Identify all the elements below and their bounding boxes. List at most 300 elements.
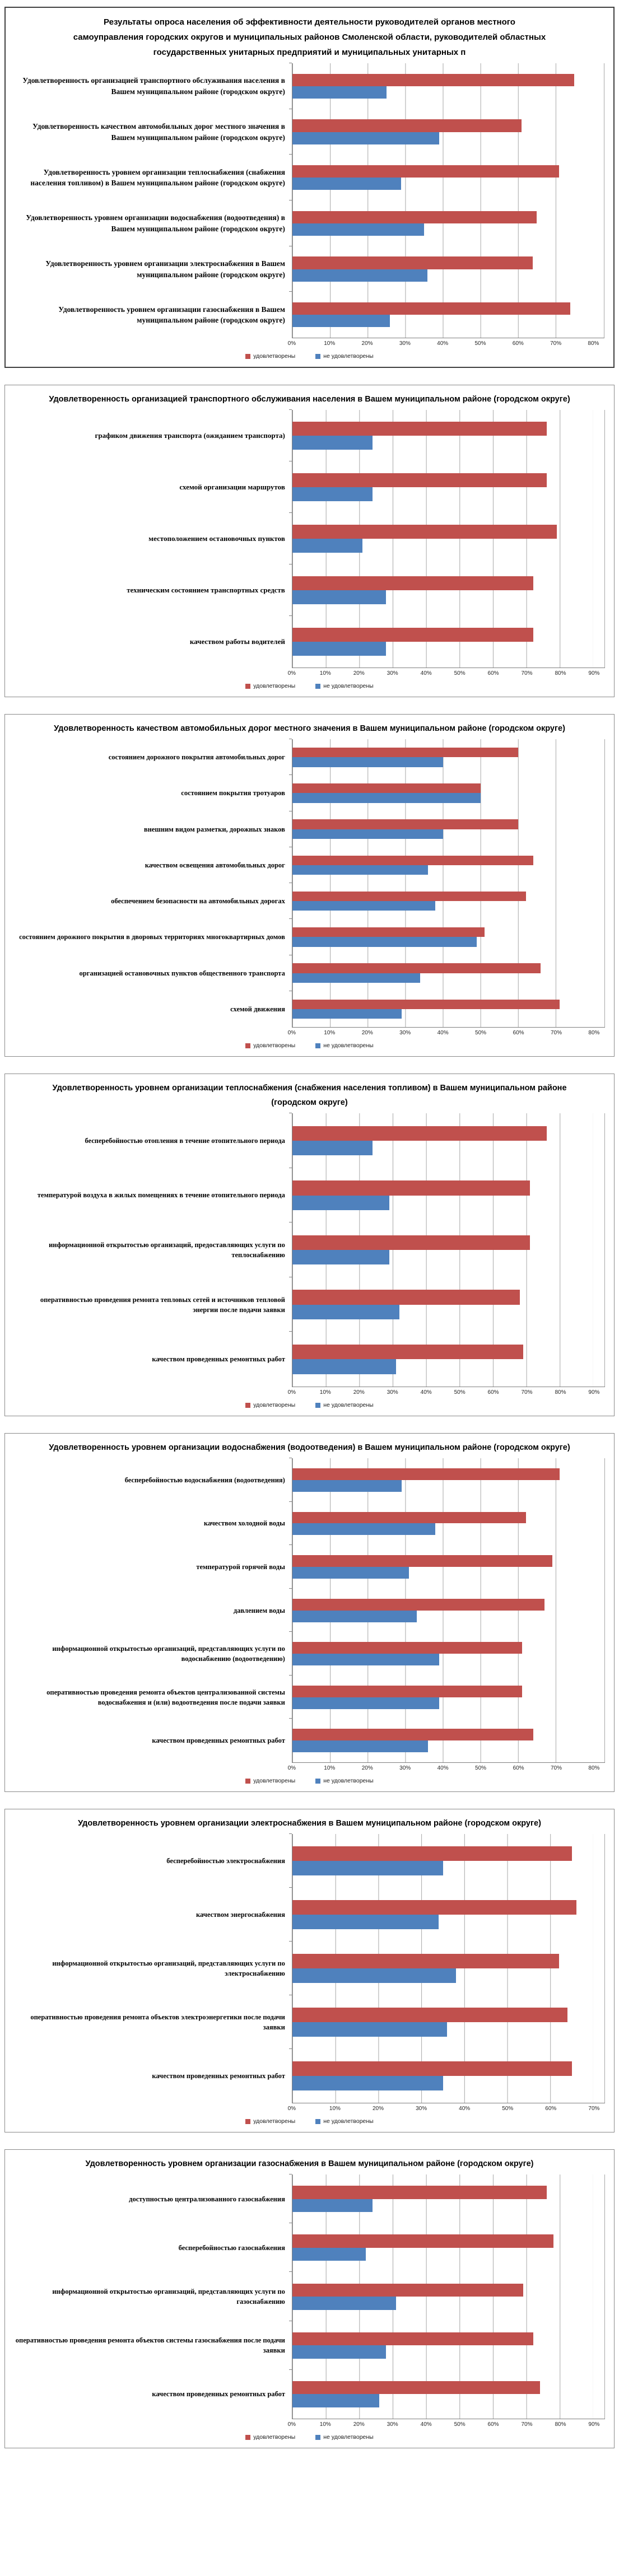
category-label: давлением воды — [233, 1606, 285, 1614]
axis-spacer — [15, 338, 292, 349]
x-axis-tick: 70% — [550, 1030, 562, 1036]
bar-satisfied — [292, 2186, 547, 2199]
axis-line — [287, 338, 604, 349]
bar-dissatisfied — [292, 1250, 389, 1264]
category-label: Удовлетворенность организацией транспортного обслуживания населения в Вашем муниципальном районе (городском округе) — [22, 76, 285, 96]
bar-satisfied — [292, 1290, 520, 1304]
legend-item-dissatisfied — [315, 2434, 374, 2440]
category-label: информационной открытостью организаций, представляющих услуги по водоснабжению (водоотведению) — [52, 1645, 285, 1663]
bar-dissatisfied — [292, 973, 420, 983]
legend-item-dissatisfied — [315, 353, 374, 360]
plot-area — [15, 63, 604, 338]
plot-cell — [292, 1277, 605, 1332]
bar-dissatisfied — [292, 132, 439, 144]
category-row — [15, 109, 604, 155]
plot-cell — [292, 1676, 605, 1719]
category-row — [14, 1942, 605, 1995]
legend — [14, 679, 605, 693]
plot-cell — [292, 2049, 605, 2103]
category-label: качеством проведенных ремонтных работ — [152, 1355, 285, 1364]
x-axis-tick: 30% — [399, 340, 411, 347]
bar-dissatisfied — [292, 2076, 443, 2090]
axis-spacer — [14, 1027, 292, 1038]
x-axis-tick: 50% — [454, 2421, 466, 2428]
bar-dissatisfied — [292, 2022, 448, 2037]
bar-dissatisfied — [292, 642, 386, 656]
legend-label: не удовлетворены — [323, 1042, 374, 1049]
plot-cell — [292, 1222, 605, 1277]
x-axis-tick: 20% — [372, 2106, 384, 2112]
x-axis-tick: 80% — [555, 670, 566, 676]
axis-spacer — [14, 2419, 292, 2430]
plot-cell — [292, 1589, 605, 1632]
category-row — [14, 1277, 605, 1332]
bar-dissatisfied — [292, 1480, 402, 1492]
category-row — [14, 1888, 605, 1942]
plot-area — [14, 1834, 605, 2103]
x-axis-tick: 0% — [287, 1030, 296, 1036]
x-axis-tick: 80% — [588, 1765, 600, 1771]
satisfied-swatch-icon — [245, 1779, 250, 1784]
legend-label: не удовлетворены — [323, 1777, 374, 1784]
x-axis-tick: 40% — [437, 1030, 449, 1036]
category-label: качеством энергоснабжения — [196, 1911, 285, 1919]
x-axis-tick: 80% — [555, 1389, 566, 1396]
legend-item-satisfied — [245, 2434, 295, 2440]
category-label: бесперебойностью электроснабжения — [166, 1857, 285, 1865]
category-row — [14, 919, 605, 955]
x-axis-tick: 50% — [502, 2106, 514, 2112]
legend-label: удовлетворены — [253, 1402, 296, 1408]
bar-satisfied — [292, 1846, 572, 1861]
x-axis — [14, 2419, 605, 2430]
category-label: состоянием дорожного покрытия в дворовых территориях многоквартирных домов — [19, 933, 285, 941]
x-axis-tick: 40% — [420, 670, 432, 676]
bar-satisfied — [292, 525, 557, 539]
category-label: информационной открытостью организаций, представляющих услуги по электроснабжению — [52, 1959, 285, 1978]
plot-cell — [292, 2223, 605, 2272]
category-row — [14, 2321, 605, 2370]
x-axis-tick: 10% — [324, 1030, 336, 1036]
dissatisfied-swatch-icon — [315, 2435, 320, 2440]
chart-title: Удовлетворенность уровнем организации газоснабжения в Вашем муниципальном районе (городском округе) — [85, 2159, 534, 2168]
category-row — [15, 200, 604, 246]
x-axis-tick: 50% — [474, 340, 486, 347]
axis-line — [287, 1027, 605, 1038]
axis-line — [287, 1387, 605, 1398]
category-label: температурой горячей воды — [196, 1562, 285, 1571]
category-label: температурой воздуха в жилых помещениях в течение отопительного периода — [37, 1191, 285, 1200]
axis-spacer — [14, 1387, 292, 1398]
legend-item-dissatisfied — [315, 2118, 374, 2125]
axis-line — [287, 668, 605, 679]
category-label: состоянием дорожного покрытия автомобильных дорог — [108, 753, 285, 762]
x-axis-tick: 90% — [588, 670, 600, 676]
category-row — [14, 2272, 605, 2321]
x-axis-tick: 40% — [420, 2421, 432, 2428]
bar-satisfied — [292, 473, 547, 487]
bar-satisfied — [292, 927, 485, 937]
bar-dissatisfied — [292, 1697, 439, 1709]
plot-cell — [292, 461, 605, 513]
x-axis-tick: 60% — [513, 1765, 524, 1771]
legend-item-dissatisfied — [315, 1402, 374, 1408]
category-label: бесперебойностью водоснабжения (водоотведения) — [124, 1476, 285, 1484]
x-axis-tick: 50% — [454, 1389, 466, 1396]
x-axis-tick: 0% — [287, 2421, 296, 2428]
x-axis-tick: 70% — [550, 1765, 562, 1771]
x-axis-tick: 50% — [475, 1765, 487, 1771]
dissatisfied-swatch-icon — [315, 354, 320, 359]
category-row — [14, 739, 605, 775]
x-axis — [14, 1762, 605, 1774]
bar-dissatisfied — [292, 1196, 389, 1210]
axis-spacer — [14, 1762, 292, 1774]
bar-dissatisfied — [292, 86, 387, 99]
bar-satisfied — [292, 892, 526, 901]
category-row — [14, 1545, 605, 1589]
satisfied-swatch-icon — [245, 1043, 250, 1048]
plot-cell — [292, 883, 605, 919]
x-axis-tick: 20% — [353, 2421, 365, 2428]
legend — [14, 1774, 605, 1788]
category-row — [14, 1676, 605, 1719]
bar-satisfied — [292, 1180, 530, 1195]
category-label: бесперебойностью газоснабжения — [178, 2243, 285, 2252]
x-axis-tick: 30% — [416, 2106, 427, 2112]
plot-cell — [292, 1995, 605, 2049]
x-axis-tick: 30% — [399, 1765, 411, 1771]
category-row — [14, 883, 605, 919]
category-label: оперативностью проведения ремонта объектов централизованной системы водоснабжения и (или) водоотведения после подачи заявки — [46, 1688, 285, 1706]
x-axis-tick: 0% — [287, 340, 296, 347]
category-label: информационной открытостью организаций, предоставляющих услуги по теплоснабжению — [49, 1240, 285, 1259]
bar-dissatisfied — [292, 315, 390, 327]
category-label: качеством проведенных ремонтных работ — [152, 2390, 285, 2398]
x-axis-tick: 10% — [329, 2106, 341, 2112]
x-axis-tick: 60% — [487, 2421, 499, 2428]
x-axis-tick: 30% — [399, 1030, 411, 1036]
category-row — [14, 2223, 605, 2272]
bar-dissatisfied — [292, 1141, 373, 1155]
x-axis-tick: 90% — [588, 2421, 600, 2428]
category-label: качеством освещения автомобильных дорог — [145, 861, 285, 869]
x-axis-tick: 70% — [550, 340, 562, 347]
plot-cell — [292, 1719, 605, 1762]
bar-satisfied — [292, 1954, 559, 1968]
bar-dissatisfied — [292, 1305, 399, 1319]
bar-dissatisfied — [292, 1968, 456, 1983]
bar-satisfied — [292, 1235, 530, 1250]
category-row — [14, 461, 605, 513]
x-axis-tick: 10% — [319, 670, 331, 676]
x-axis-tick: 80% — [555, 2421, 566, 2428]
bar-dissatisfied — [292, 1009, 402, 1019]
dissatisfied-swatch-icon — [315, 1779, 320, 1784]
category-row — [14, 1834, 605, 1888]
legend-item-satisfied — [245, 353, 295, 360]
satisfied-swatch-icon — [245, 684, 250, 689]
axis-line — [287, 2419, 605, 2430]
category-row — [14, 2370, 605, 2419]
x-axis-tick: 60% — [512, 340, 524, 347]
legend-label: удовлетворены — [253, 1042, 296, 1049]
x-axis-tick: 20% — [361, 1765, 373, 1771]
plot-cell — [292, 155, 604, 200]
plot-cell — [292, 616, 605, 668]
plot-cell — [292, 919, 605, 955]
bar-satisfied — [292, 2061, 572, 2076]
bar-satisfied — [292, 1468, 560, 1480]
x-axis-tick: 20% — [353, 1389, 365, 1396]
category-row — [14, 513, 605, 564]
plot-cell — [292, 292, 604, 338]
category-row — [14, 1719, 605, 1762]
category-row — [14, 1458, 605, 1502]
category-label: качеством работы водителей — [189, 637, 285, 646]
x-axis — [14, 668, 605, 679]
bar-satisfied — [292, 628, 533, 642]
chart-title: Удовлетворенность уровнем организации электроснабжения в Вашем муниципальном районе (городском округе) — [78, 1819, 541, 1828]
category-label: качеством проведенных ремонтных работ — [152, 1737, 285, 1745]
x-axis-tick: 0% — [287, 670, 296, 676]
x-axis-tick: 90% — [588, 1389, 600, 1396]
x-axis-tick: 10% — [319, 2421, 331, 2428]
category-label: Удовлетворенность качеством автомобильных дорог местного значения в Вашем муниципальном районе (городском округе) — [32, 122, 285, 142]
bar-satisfied — [292, 1000, 560, 1009]
category-row — [14, 1995, 605, 2049]
x-axis — [14, 1387, 605, 1398]
plot-cell — [292, 1888, 605, 1942]
category-label: обеспечением безопасности на автомобильных дорогах — [111, 897, 285, 906]
bar-dissatisfied — [292, 539, 362, 553]
category-label: схемой движения — [230, 1005, 285, 1013]
x-axis-tick: 20% — [361, 340, 373, 347]
plot-cell — [292, 1458, 605, 1502]
bar-dissatisfied — [292, 178, 402, 190]
category-row — [15, 246, 604, 292]
legend-label: не удовлетворены — [323, 1402, 374, 1408]
bar-satisfied — [292, 576, 533, 590]
category-row — [15, 63, 604, 109]
bar-dissatisfied — [292, 1359, 396, 1374]
category-row — [14, 1632, 605, 1676]
plot-cell — [292, 955, 605, 991]
x-axis-tick: 30% — [387, 1389, 398, 1396]
bar-satisfied — [292, 119, 522, 132]
legend-label: не удовлетворены — [323, 353, 374, 360]
bar-satisfied — [292, 819, 518, 829]
x-axis-tick: 70% — [521, 2421, 533, 2428]
legend-item-satisfied — [245, 2118, 295, 2125]
plot-cell — [292, 847, 605, 883]
legend-label: удовлетворены — [253, 1777, 296, 1784]
plot-cell — [292, 1168, 605, 1223]
x-axis-tick: 60% — [487, 1389, 499, 1396]
category-label: Удовлетворенность уровнем организации электроснабжения в Вашем муниципальном районе (городском округе) — [45, 259, 285, 279]
chart-panel-summary — [4, 7, 615, 368]
chart-title: Удовлетворенность качеством автомобильных дорог местного значения в Вашем муниципальном районе (городском округе) — [54, 724, 565, 733]
bar-dissatisfied — [292, 1611, 417, 1622]
x-axis — [15, 338, 604, 349]
category-row — [14, 1168, 605, 1223]
x-axis-tick: 70% — [521, 670, 533, 676]
bar-satisfied — [292, 1126, 547, 1141]
bar-satisfied — [292, 256, 533, 269]
category-label: техническим состоянием транспортных средств — [127, 585, 285, 594]
bar-satisfied — [292, 1512, 526, 1524]
chart-title: Удовлетворенность уровнем организации теплоснабжения (снабжения населения топливом) в Вашем муниципальном районе (городском округе) — [52, 1084, 567, 1108]
bar-dissatisfied — [292, 757, 443, 767]
chart-panel-gas — [4, 2149, 615, 2448]
legend-item-dissatisfied — [315, 1777, 374, 1784]
x-axis-tick: 40% — [437, 1765, 449, 1771]
bar-dissatisfied — [292, 2345, 386, 2359]
chart-title: Удовлетворенность уровнем организации водоснабжения (водоотведения) в Вашем муниципальном районе (городском округе) — [49, 1443, 570, 1452]
bar-satisfied — [292, 2284, 523, 2297]
chart-panel-electricity — [4, 1809, 615, 2132]
x-axis-tick: 40% — [459, 2106, 471, 2112]
bar-satisfied — [292, 1345, 523, 1359]
x-axis-tick: 40% — [420, 1389, 432, 1396]
category-label: оперативностью проведения ремонта объектов системы газоснабжения после подачи заявки — [15, 2336, 285, 2355]
legend-label: не удовлетворены — [323, 2118, 374, 2125]
legend-item-satisfied — [245, 1777, 295, 1784]
legend — [14, 2430, 605, 2444]
plot-cell — [292, 811, 605, 847]
bar-satisfied — [292, 74, 574, 86]
category-label: схемой организации маршрутов — [179, 482, 285, 491]
legend — [14, 2114, 605, 2129]
x-axis-tick: 40% — [437, 340, 449, 347]
dissatisfied-swatch-icon — [315, 2119, 320, 2124]
plot-cell — [292, 2272, 605, 2321]
plot-cell — [292, 246, 604, 292]
x-axis-tick: 80% — [588, 340, 599, 347]
axis-line — [287, 2103, 605, 2114]
legend — [14, 1038, 605, 1053]
bar-dissatisfied — [292, 865, 428, 875]
bar-satisfied — [292, 963, 541, 973]
chart-panel-roads — [4, 714, 615, 1057]
category-row — [14, 564, 605, 616]
plot-cell — [292, 1113, 605, 1168]
plot-cell — [292, 410, 605, 461]
legend — [15, 349, 604, 363]
bar-dissatisfied — [292, 1654, 439, 1665]
x-axis-tick: 0% — [287, 1389, 296, 1396]
legend-label: не удовлетворены — [323, 683, 374, 689]
chart-panel-transport — [4, 385, 615, 697]
plot-cell — [292, 564, 605, 616]
category-row — [14, 847, 605, 883]
bar-satisfied — [292, 783, 481, 793]
bar-dissatisfied — [292, 829, 443, 839]
chart-title: Удовлетворенность организацией транспортного обслуживания населения в Вашем муниципальном районе (городском округе) — [49, 395, 570, 404]
category-label: оперативностью проведения ремонта объектов электроэнергетики после подачи заявки — [30, 2013, 285, 2032]
x-axis-tick: 70% — [521, 1389, 533, 1396]
category-label: бесперебойностью отопления в течение отопительного периода — [85, 1136, 285, 1145]
x-axis-tick: 60% — [545, 2106, 557, 2112]
x-axis-tick: 50% — [454, 670, 466, 676]
category-label: графиком движения транспорта (ожиданием транспорта) — [95, 431, 285, 440]
category-row — [14, 1332, 605, 1387]
satisfied-swatch-icon — [245, 1403, 250, 1408]
bar-dissatisfied — [292, 1915, 439, 1929]
satisfied-swatch-icon — [245, 354, 250, 359]
dissatisfied-swatch-icon — [315, 1403, 320, 1408]
legend-label: удовлетворены — [253, 683, 296, 689]
category-label: Удовлетворенность уровнем организации водоснабжения (водоотведения) в Вашем муниципальном районе (городском округе) — [26, 213, 285, 233]
plot-cell — [292, 2370, 605, 2419]
category-label: состоянием покрытия тротуаров — [181, 789, 285, 797]
plot-cell — [292, 200, 604, 246]
bar-dissatisfied — [292, 2394, 379, 2407]
category-label: качеством проведенных ремонтных работ — [152, 2071, 285, 2080]
axis-spacer — [14, 2103, 292, 2114]
legend-item-dissatisfied — [315, 683, 374, 689]
bar-dissatisfied — [292, 2199, 373, 2213]
bar-satisfied — [292, 1900, 576, 1915]
plot-cell — [292, 109, 604, 155]
x-axis-tick: 0% — [287, 1765, 296, 1771]
plot-cell — [292, 2321, 605, 2370]
bar-satisfied — [292, 211, 537, 223]
x-axis-tick: 10% — [319, 1389, 331, 1396]
category-row — [14, 955, 605, 991]
bar-satisfied — [292, 302, 570, 315]
x-axis-tick: 50% — [475, 1030, 487, 1036]
bar-dissatisfied — [292, 223, 424, 236]
category-row — [14, 2174, 605, 2223]
plot-cell — [292, 513, 605, 564]
x-axis — [14, 2103, 605, 2114]
bar-dissatisfied — [292, 901, 435, 911]
bar-dissatisfied — [292, 1861, 443, 1875]
x-axis-tick: 60% — [487, 670, 499, 676]
plot-area — [14, 2174, 605, 2419]
category-row — [14, 2049, 605, 2103]
category-row — [14, 811, 605, 847]
legend-item-satisfied — [245, 1042, 295, 1049]
category-row — [14, 1113, 605, 1168]
bar-satisfied — [292, 748, 518, 757]
chart-panel-heating — [4, 1074, 615, 1416]
bar-satisfied — [292, 2381, 540, 2395]
legend-item-satisfied — [245, 683, 295, 689]
plot-cell — [292, 63, 604, 109]
plot-cell — [292, 2174, 605, 2223]
category-label: информационной открытостью организаций, представляющих услуги по газоснабжению — [52, 2287, 285, 2306]
category-row — [15, 292, 604, 338]
chart-title: Результаты опроса населения об эффективности деятельности руководителей органов местного самоуправления городских округов и муниципальных районов Смоленской области, руководителей областных государственных унитарных предприятий и муниципальных унитарных п — [73, 17, 546, 57]
plot-cell — [292, 739, 605, 775]
category-label: внешним видом разметки, дорожных знаков — [143, 825, 285, 833]
x-axis-tick: 70% — [588, 2106, 600, 2112]
bar-satisfied — [292, 856, 533, 865]
axis-line — [287, 1762, 605, 1774]
legend — [14, 1398, 605, 1412]
bar-satisfied — [292, 1642, 522, 1654]
bar-satisfied — [292, 165, 559, 178]
legend-item-satisfied — [245, 1402, 295, 1408]
category-row — [14, 1222, 605, 1277]
chart-panel-water — [4, 1433, 615, 1792]
bar-dissatisfied — [292, 2248, 366, 2261]
plot-cell — [292, 1632, 605, 1676]
x-axis-tick: 10% — [324, 1765, 336, 1771]
bar-dissatisfied — [292, 436, 373, 450]
